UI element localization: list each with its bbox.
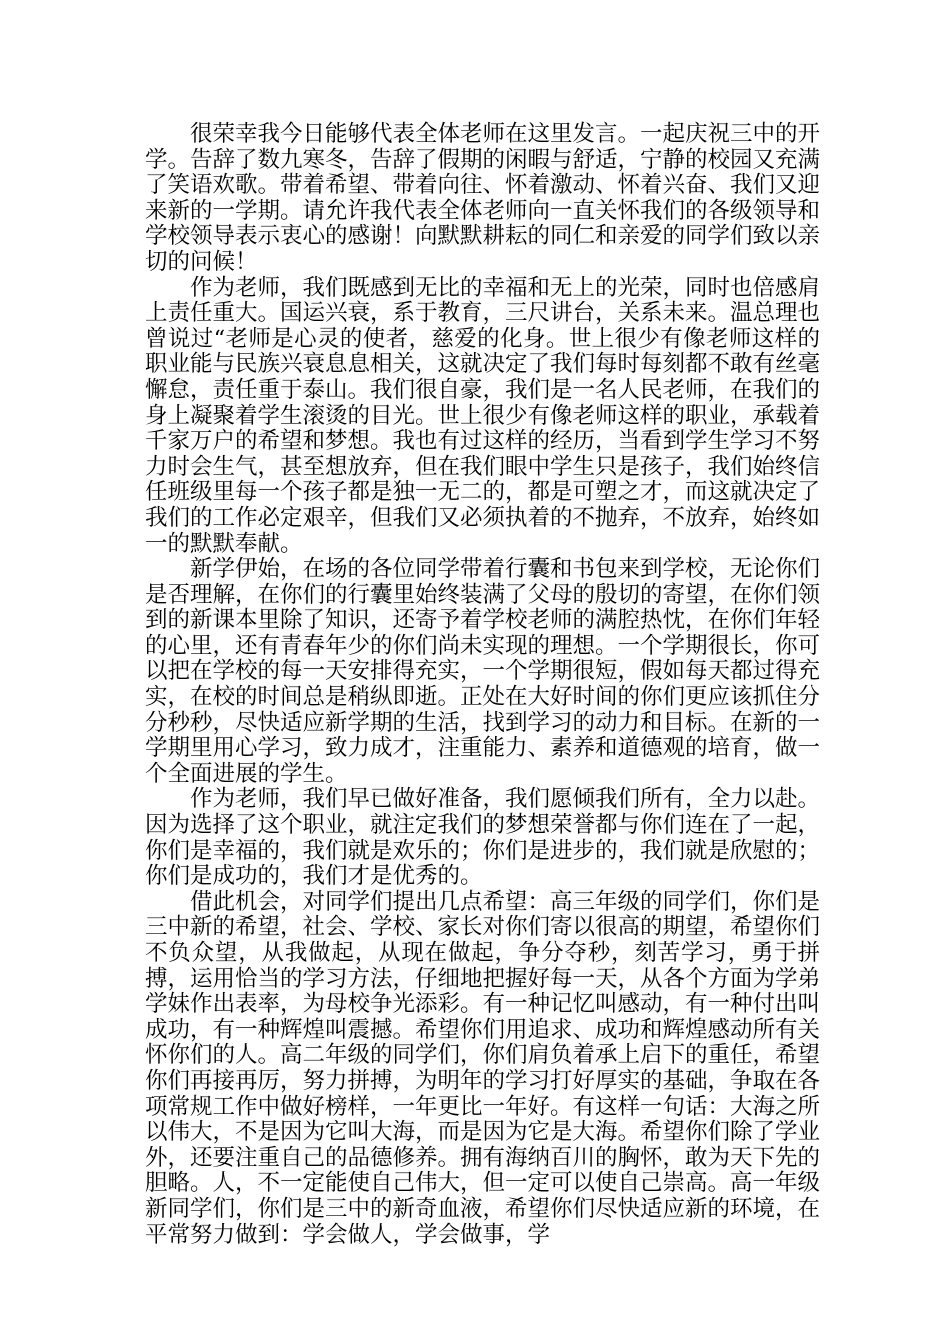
paragraph-5: 借此机会，对同学们提出几点希望：高三年级的同学们，你们是三中新的希望，社会、学校、家长对你们寄以很高的期望，希望你们不负众望，从我做起，从现在做起，争分夺秒，刻苦学习，勇于拼搏，运用恰当的学习方法，仔细地把握好每一天，从各个方面为学弟学妹作出表率，为母校争光添彩。有一种记忆叫感动，有一种付出叫成功，有一种辉煌叫震撼。希望你们用追求、成功和辉煌感动所有关怀你们的人。高二年级的同学们，你们肩负着承上启下的重任，希望你们再接再厉，努力拼搏，为明年的学习打好厚实的基础，争取在各项常规工作中做好榜样，一年更比一年好。有这样一句话：大海之所以伟大，不是因为它叫大海，而是因为它是大海。希望你们除了学业外，还要注重自己的品德修养。拥有海纳百川的胸怀，敢为天下先的胆略。人，不一定能使自己伟大，但一定可以使自己崇高。高一年级新同学们，你们是三中的新奇血液，希望你们尽快适应新的环境，在平常努力做到：学会做人，学会做事，学 xyxy=(145,888,821,1248)
paragraph-4: 作为老师，我们早已做好准备，我们愿倾我们所有，全力以赴。因为选择了这个职业，就注定我们的梦想荣誉都与你们连在了一起，你们是幸福的，我们就是欢乐的；你们是进步的，我们就是欣慰的；你们是成功的，我们才是优秀的。 xyxy=(145,786,821,890)
paragraph-1: 很荣幸我今日能够代表全体老师在这里发言。一起庆祝三中的开学。告辞了数九寒冬，告辞了假期的闲暇与舒适，宁静的校园又充满了笑语欢歌。带着希望、带着向往、怀着激动、怀着兴奋、我们又迎来新的一学期。请允许我代表全体老师向一直关怀我们的各级领导和学校领导表示衷心的感谢！向默默耕耘的同仁和亲爱的同学们致以亲切的问候！ xyxy=(145,121,821,275)
document-body xyxy=(145,122,820,1248)
paragraph-2: 作为老师，我们既感到无比的幸福和无上的光荣，同时也倍感肩上责任重大。国运兴衰，系于教育，三尺讲台，关系未来。温总理也曾说过“老师是心灵的使者，慈爱的化身。世上很少有像老师这样的职业能与民族兴衰息息相关，这就决定了我们每时每刻都不敢有丝毫懈怠，责任重于泰山。我们很自豪，我们是一名人民老师，在我们的身上凝聚着学生滚烫的目光。世上很少有像老师这样的职业，承载着千家万户的希望和梦想。我也有过这样的经历，当看到学生学习不努力时会生气，甚至想放弃，但在我们眼中学生只是孩子，我们始终信任班级里每一个孩子都是独一无二的，都是可塑之才，而这就决定了我们的工作必定艰辛，但我们又必须执着的不抛弃，不放弃，始终如一的默默奉献。 xyxy=(145,274,821,557)
paragraph-3: 新学伊始，在场的各位同学带着行囊和书包来到学校，无论你们是否理解，在你们的行囊里始终装满了父母的殷切的寄望，在你们领到的新课本里除了知识，还寄予着学校老师的满腔热忱，在你们年轻的心里，还有青春年少的你们尚未实现的理想。一个学期很长，你可以把在学校的每一天安排得充实，一个学期很短，假如每天都过得充实，在校的时间总是稍纵即逝。正处在大好时间的你们更应该抓住分分秒秒，尽快适应新学期的生活，找到学习的动力和目标。在新的一学期里用心学习，致力成才，注重能力、素养和道德观的培育，做一个全面进展的学生。 xyxy=(145,556,821,787)
